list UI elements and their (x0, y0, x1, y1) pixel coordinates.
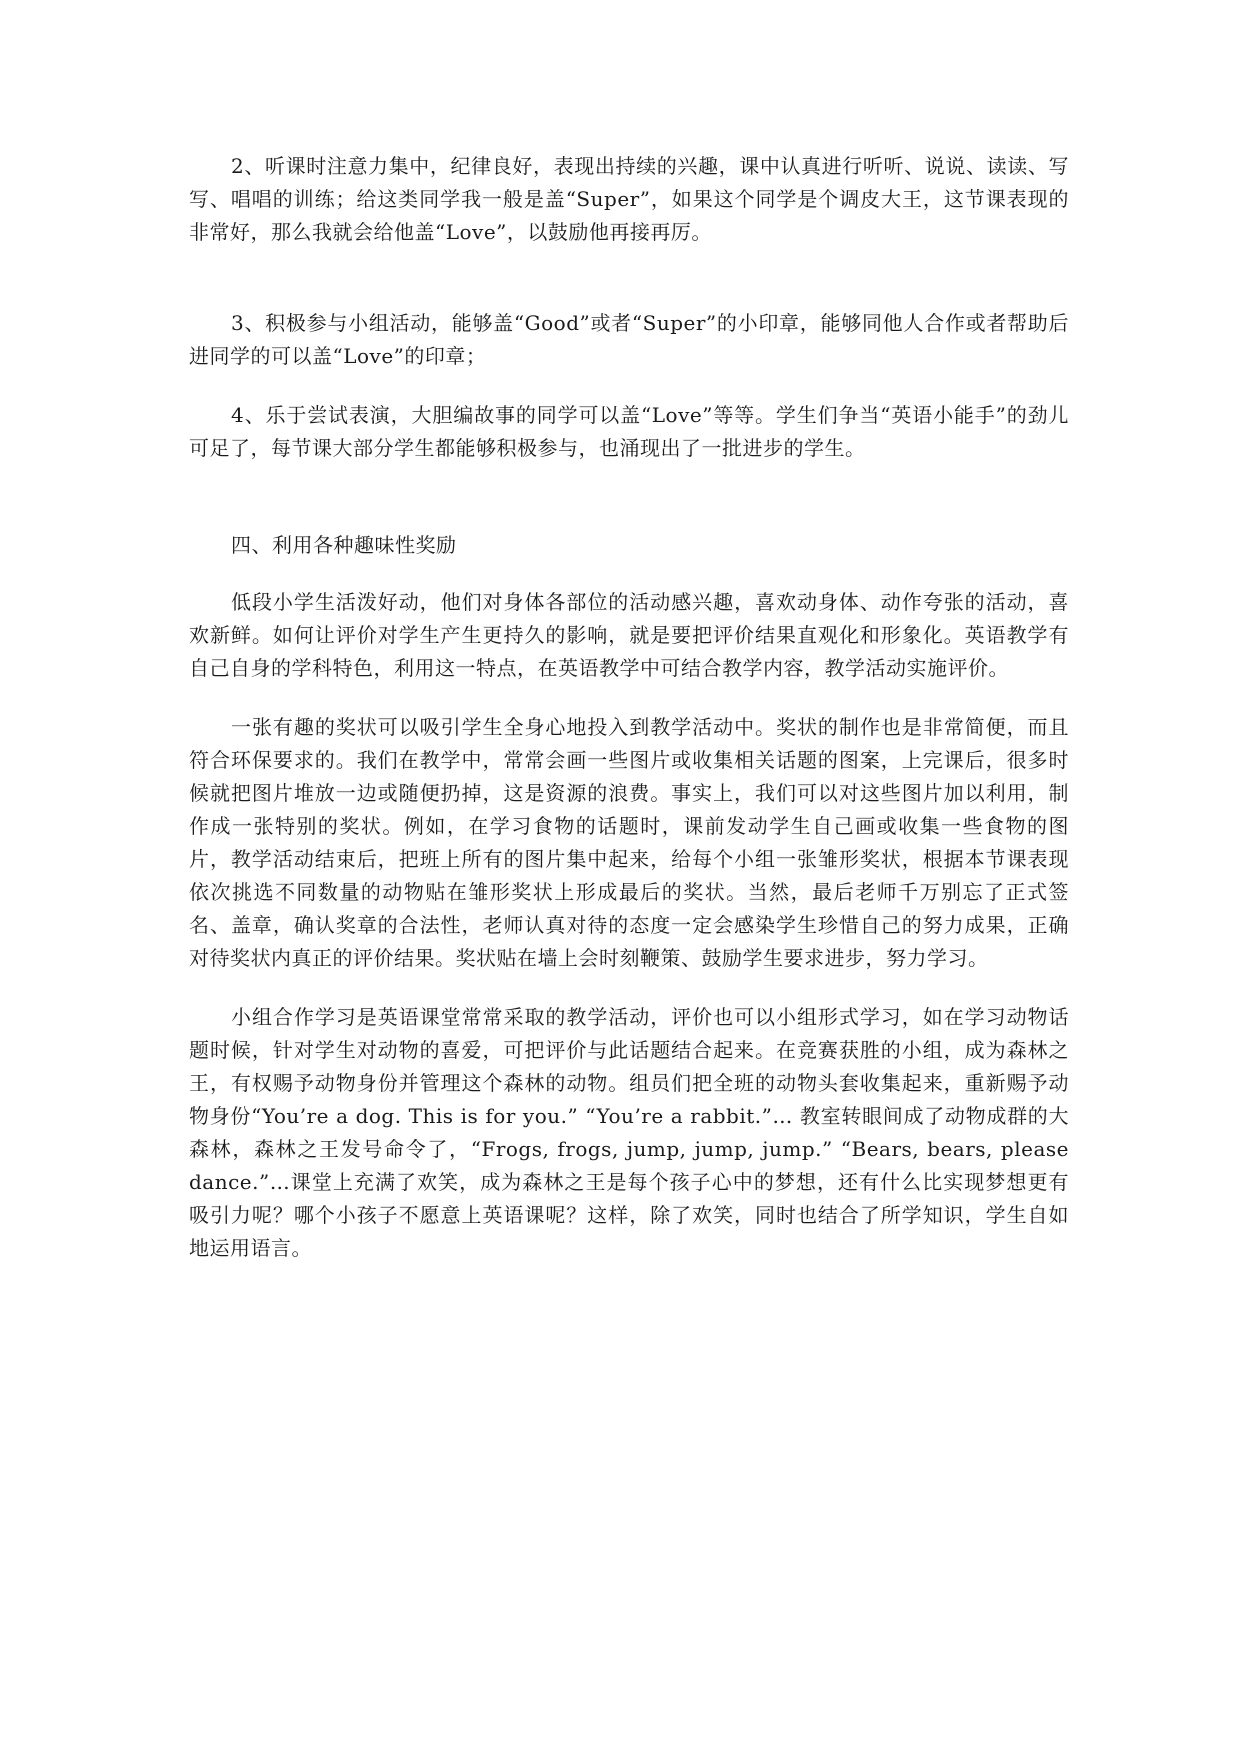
paragraph-forest-king: 小组合作学习是英语课堂常常采取的教学活动，评价也可以小组形式学习，如在学习动物话题时候，针对学生对动物的喜爱，可把评价与此话题结合起来。在竞赛获胜的小组，成为森林之王，有权赐予动物身份并管理这个森林的动物。组员们把全班的动物头套收集起来，重新赐予动物身份“You’re a dog. This is for you.” “You’re a rabbit.”… 教室转眼间成了动物成群的大森林，森林之王发号命令了，“Frogs, frogs, jump, jump, jump.” “Bears, bears, please dance.”…课堂上充满了欢笑，成为森林之王是每个孩子心中的梦想，还有什么比实现梦想更有吸引力呢？哪个小孩子不愿意上英语课呢？这样，除了欢笑，同时也结合了所学知识，学生自如地运用语言。 (189, 1005, 1069, 1260)
paragraph-listening-criteria: 2、听课时注意力集中，纪律良好，表现出持续的兴趣，课中认真进行听听、说说、读读、写写、唱唱的训练；给这类同学我一般是盖“Super”，如果这个同学是个调皮大王，这节课表现的非常好，那么我就会给他盖“Love”，以鼓励他再接再厉。 (189, 154, 1069, 244)
document-page (189, 150, 1069, 1265)
paragraph-certificate: 一张有趣的奖状可以吸引学生全身心地投入到教学活动中。奖状的制作也是非常简便，而且符合环保要求的。我们在教学中，常常会画一些图片或收集相关话题的图案，上完课后，很多时候就把图片堆放一边或随便扔掉，这是资源的浪费。事实上，我们可以对这些图片加以利用，制作成一张特别的奖状。例如，在学习食物的话题时，课前发动学生自己画或收集一些食物的图片，教学活动结束后，把班上所有的图片集中起来，给每个小组一张雏形奖状，根据本节课表现依次挑选不同数量的动物贴在雏形奖状上形成最后的奖状。当然，最后老师千万别忘了正式签名、盖章，确认奖章的合法性，老师认真对待的态度一定会感染学生珍惜自己的努力成果，正确对待奖状内真正的评价结果。奖状贴在墙上会时刻鞭策、鼓励学生要求进步，努力学习。 (189, 715, 1069, 970)
paragraph-group-activity: 3、积极参与小组活动，能够盖“Good”或者“Super”的小印章，能够同他人合作或者帮助后进同学的可以盖“Love”的印章； (189, 311, 1069, 368)
paragraph-intro-rewards: 低段小学生活泼好动，他们对身体各部位的活动感兴趣，喜欢动身体、动作夸张的活动，喜欢新鲜。如何让评价对学生产生更持久的影响，就是要把评价结果直观化和形象化。英语教学有自己自身的学科特色，利用这一特点，在英语教学中可结合教学内容，教学活动实施评价。 (189, 590, 1069, 680)
section-heading: 四、利用各种趣味性奖励 (231, 533, 457, 557)
paragraph-performance: 4、乐于尝试表演，大胆编故事的同学可以盖“Love”等等。学生们争当“英语小能手”的劲儿可足了，每节课大部分学生都能够积极参与，也涌现出了一批进步的学生。 (189, 403, 1069, 460)
